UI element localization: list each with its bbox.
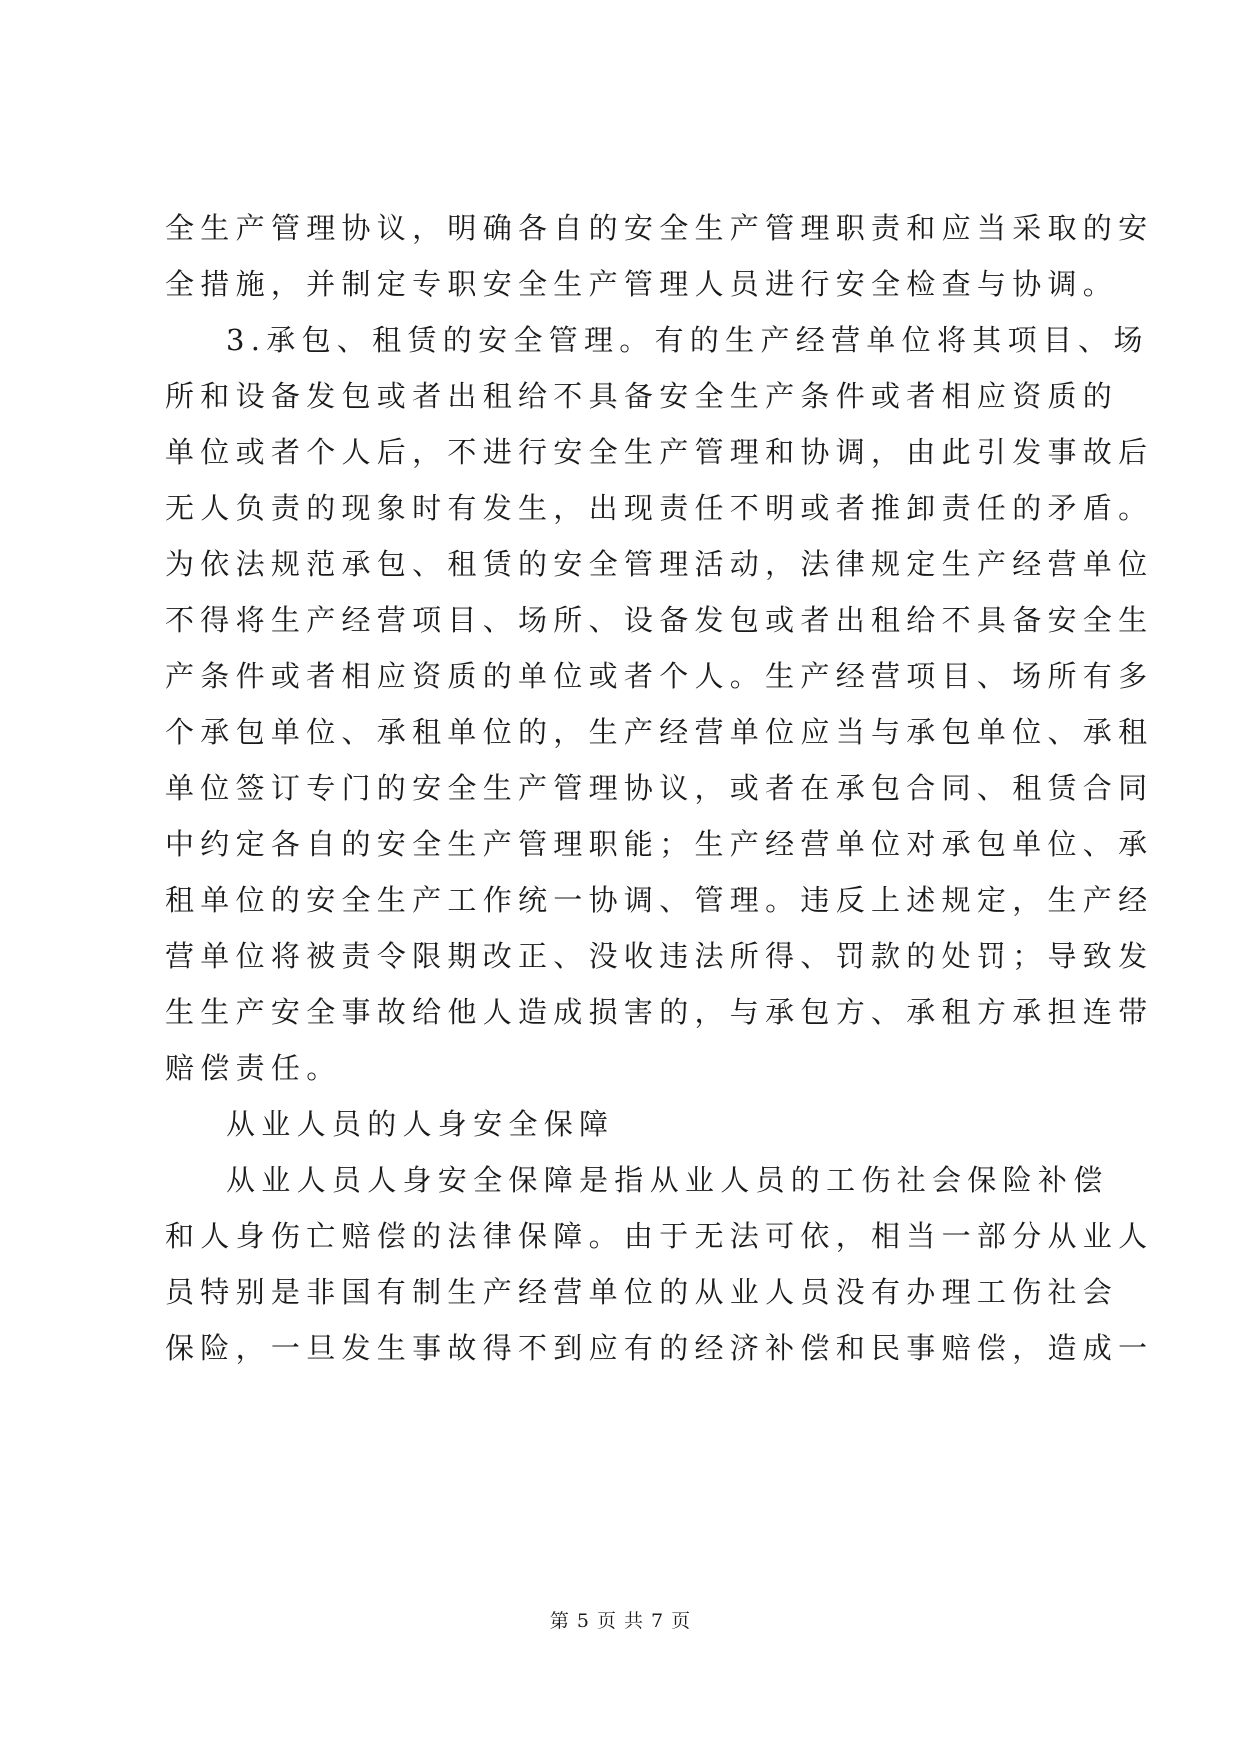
body-line: 不得将生产经营项目、场所、设备发包或者出租给不具备安全生 — [165, 603, 1154, 637]
body-line: 保险，一旦发生事故得不到应有的经济补偿和民事赔偿，造成一 — [165, 1331, 1154, 1365]
page-footer: 第 5 页 共 7 页 — [549, 1610, 692, 1632]
body-line: 单位或者个人后，不进行安全生产管理和协调，由此引发事故后 — [165, 435, 1154, 469]
body-line: 从业人员人身安全保障是指从业人员的工伤社会保险补偿 — [226, 1163, 1109, 1197]
body-line: 中约定各自的安全生产管理职能；生产经营单位对承包单位、承 — [165, 827, 1154, 861]
body-line: 单位签订专门的安全生产管理协议，或者在承包合同、租赁合同 — [165, 771, 1154, 805]
body-line: 赔偿责任。 — [165, 1051, 342, 1085]
body-line: 营单位将被责令限期改正、没收违法所得、罚款的处罚；导致发 — [165, 939, 1154, 973]
body-line: 和人身伤亡赔偿的法律保障。由于无法可依，相当一部分从业人 — [165, 1219, 1154, 1253]
body-line: 个承包单位、承租单位的，生产经营单位应当与承包单位、承租 — [165, 715, 1154, 749]
body-line: 3.承包、租赁的安全管理。有的生产经营单位将其项目、场 — [226, 323, 1149, 357]
body-line: 全措施，并制定专职安全生产管理人员进行安全检查与协调。 — [165, 267, 1119, 301]
body-line: 全生产管理协议，明确各自的安全生产管理职责和应当采取的安 — [165, 211, 1154, 245]
body-line: 所和设备发包或者出租给不具备安全生产条件或者相应资质的 — [165, 379, 1119, 413]
body-line: 租单位的安全生产工作统一协调、管理。违反上述规定，生产经 — [165, 883, 1154, 917]
section-heading: 从业人员的人身安全保障 — [226, 1107, 615, 1141]
body-line: 产条件或者相应资质的单位或者个人。生产经营项目、场所有多 — [165, 659, 1154, 693]
body-line: 员特别是非国有制生产经营单位的从业人员没有办理工伤社会 — [165, 1275, 1119, 1309]
body-line: 生生产安全事故给他人造成损害的，与承包方、承租方承担连带 — [165, 995, 1154, 1029]
body-line: 为依法规范承包、租赁的安全管理活动，法律规定生产经营单位 — [165, 547, 1154, 581]
body-line: 无人负责的现象时有发生，出现责任不明或者推卸责任的矛盾。 — [165, 491, 1154, 525]
